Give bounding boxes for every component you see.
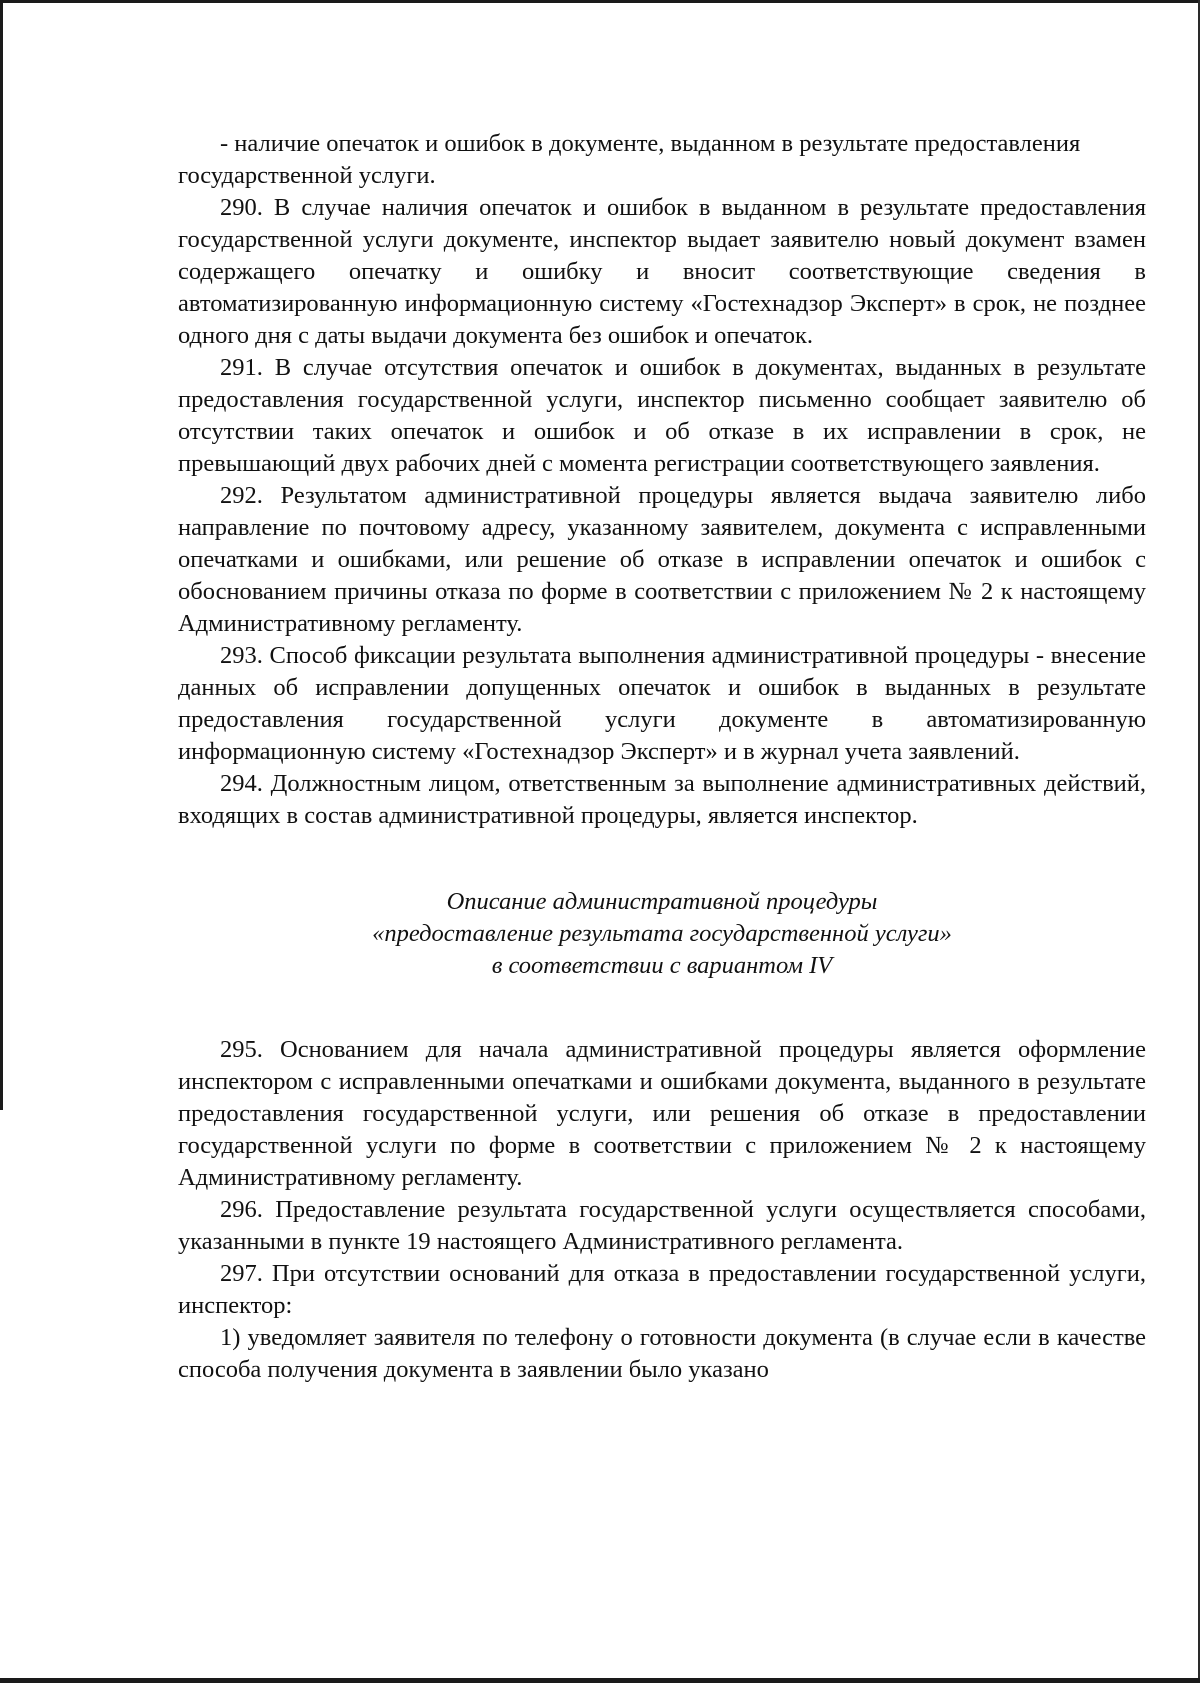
scan-edge-bottom (0, 1678, 1200, 1683)
paragraph-296: 296. Предоставление результата государственной услуги осуществляется способами, указанными в пункте 19 настоящего Административного регламента. (178, 1196, 1146, 1255)
paragraph-293: 293. Способ фиксации результата выполнения административной процедуры - внесение данных об исправлении допущенных опечаток и ошибок в выданных в результате предоставления государственной услуги документе в автоматизированную информационную систему «Гостехнадзор Эксперт» и в журнал учета заявлений. (178, 642, 1146, 765)
paragraph-291: 291. В случае отсутствия опечаток и ошибок в документах, выданных в результате предоставления государственной услуги, инспектор письменно сообщает заявителю об отсутствии таких опечаток и ошибок и об отказе в их исправлении в срок, не превышающий двух рабочих дней с момента регистрации соответствующего заявления. (178, 354, 1146, 477)
scan-edge-left (0, 0, 3, 1110)
paragraph-297-item-1: 1) уведомляет заявителя по телефону о готовности документа (в случае если в качестве способа получения документа в заявлении было указано (178, 1324, 1146, 1383)
paragraph-292: 292. Результатом административной процедуры является выдача заявителю либо направление по почтовому адресу, указанному заявителем, документа с исправленными опечатками и ошибками, или решение об отказе в исправлении опечаток и ошибок с обоснованием причины отказа по форме в соответствии с приложением № 2 к настоящему Административному регламенту. (178, 482, 1146, 637)
section-heading (178, 886, 1146, 982)
section-heading-line3: в соответствии с вариантом IV (491, 952, 833, 979)
paragraph-294: 294. Должностным лицом, ответственным за выполнение административных действий, входящих в состав административной процедуры, является инспектор. (178, 770, 1146, 829)
paragraph-295: 295. Основанием для начала административной процедуры является оформление инспектором с исправленными опечатками и ошибками документа, выданного в результате предоставления государственной услуги, или решения об отказе в предоставлении государственной услуги по форме в соответствии с приложением № 2 к настоящему Административному регламенту. (178, 1036, 1146, 1191)
section-heading-line2: «предоставление результата государственной услуги» (372, 920, 952, 947)
section-heading-line1: Описание административной процедуры (446, 888, 878, 915)
paragraph-297: 297. При отсутствии оснований для отказа в предоставлении государственной услуги, инспектор: (178, 1260, 1146, 1319)
scan-edge-top (0, 0, 1200, 3)
document-page (178, 128, 1146, 1386)
paragraph-290: 290. В случае наличия опечаток и ошибок в выданном в результате предоставления государственной услуги документе, инспектор выдает заявителю новый документ взамен содержащего опечатку и ошибку и вносит соответствующие сведения в автоматизированную информационную систему «Гостехнадзор Эксперт» в срок, не позднее одного дня с даты выдачи документа без ошибок и опечаток. (178, 194, 1146, 349)
paragraph-bullet-typos: - наличие опечаток и ошибок в документе, выданном в результате предоставления государственной услуги. (178, 130, 1081, 189)
